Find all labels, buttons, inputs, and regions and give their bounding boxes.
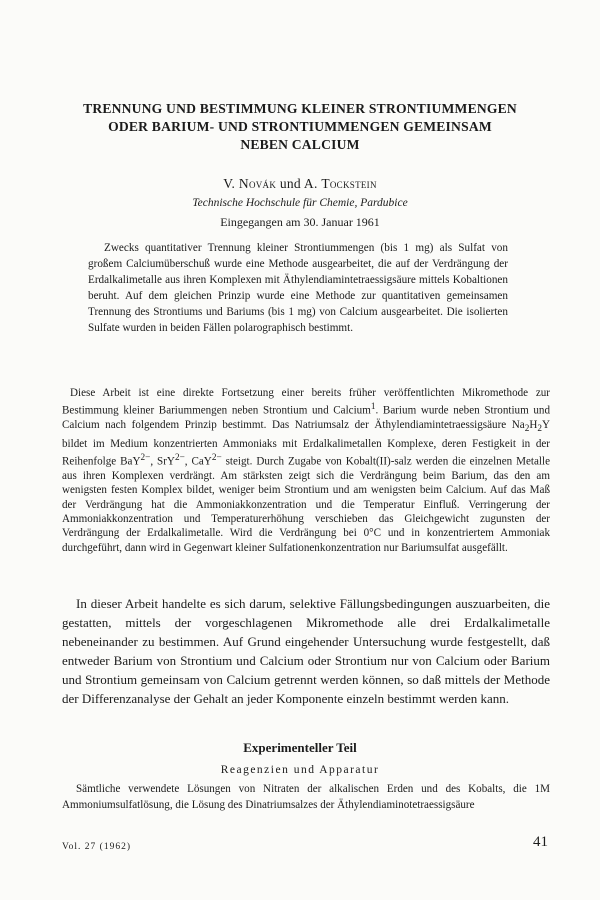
author-2-name: Tockstein bbox=[321, 176, 377, 191]
para1-text-4: Y bildet im Medium konzentrierten Ammoniaks mit Erdalkalimetallen Komplexe, deren Festigkeit in der Reihenfolge BaY bbox=[62, 419, 550, 468]
section-heading: Experimenteller Teil bbox=[243, 740, 357, 755]
paragraph-intro bbox=[62, 386, 550, 555]
title-line-2: ODER BARIUM- UND STRONTIUMMENGEN GEMEINSAM bbox=[108, 119, 492, 134]
article-title bbox=[60, 100, 540, 154]
paragraph-aim: In dieser Arbeit handelte es sich darum, selektive Fällungsbedingungen auszuarbeiten, die gestatten, mittels der vorgeschlagenen Mikromethode alle drei Erdalkalimetalle nebeneinander zu bestimmen. Auf Grund eingehender Untersuchung wurde festgestellt, daß entweder Barium von Strontium und Calcium oder Strontium nur von Calcium oder Barium und Strontium gemeinsam von Calcium getrennt werden können, so daß mittels der Methode der Differenzanalyse der Gehalt an jeder Komponente einzeln bestimmt werden kann. bbox=[62, 596, 550, 706]
para1-text-7: steigt. Durch Zugabe von Kobalt(II)-salz werden die einzelnen Metalle aus ihren Komplexen verdrängt. Am stärksten zeigt sich die Verdrängung beim Barium, das den am wenigsten festen Komplex bildet, weniger beim Strontium und am wenigsten beim Calcium. Auf das Maß der Verdrängung hat die Ammoniakkonzentration und die Temperatur Einfluß. Verringerung der Ammoniakkonzentration und Temperaturerhöhung verschieben das Gleichgewicht zugunsten der Verdrängung der Erdalkalimetalle. Wird die Verdrängung bei 0°C und in konzentriertem Ammoniak durchgeführt, dann wird in Gegenwart kleiner Sulfationenkonzentration nur Bariumsulfat ausgefällt. bbox=[62, 455, 550, 554]
authors-and: und A. bbox=[276, 176, 322, 191]
para1-text-1: Diese Arbeit ist eine direkte Fortsetzung einer bereits früher veröffentlichten Mikromethode zur Bestimmung kleiner Bariummengen neben Strontium und Calcium bbox=[62, 387, 550, 417]
page-number: 41 bbox=[533, 834, 548, 850]
abstract: Zwecks quantitativer Trennung kleiner Strontiummengen (bis 1 mg) als Sulfat von großem Calciumüberschuß wurde eine Methode ausgearbeitet, die auf der Verdrängung der Erdalkalimetalle aus ihren Komplexen mit Äthylendiamintetraessigsäure mittels Kobaltionen beruht. Auf dem gleichen Prinzip wurde eine Methode zur quantitativen gemeinsamen Trennung des Strontiums und Bariums (bis 1 mg) von Calcium ausgearbeitet. Die isolierten Sulfate wurden in beiden Fällen polarographisch bestimmt. bbox=[88, 242, 508, 334]
superscript: 2− bbox=[211, 453, 222, 464]
reference-marker: 1 bbox=[370, 402, 376, 413]
superscript: 2− bbox=[140, 453, 151, 464]
para1-text-6: , CaY bbox=[184, 455, 212, 468]
journal-volume: Vol. 27 (1962) bbox=[62, 842, 131, 852]
superscript: 2− bbox=[174, 453, 185, 464]
affiliation: Technische Hochschule für Chemie, Pardubice bbox=[192, 197, 408, 209]
author-1-name: Novák bbox=[238, 176, 277, 191]
received-date: Eingegangen am 30. Januar 1961 bbox=[220, 215, 380, 229]
subscript: 2 bbox=[524, 424, 530, 435]
paragraph-reagents: Sämtliche verwendete Lösungen von Nitraten der alkalischen Erden und des Kobalts, die 1M Ammoniumsulfatlösung, die Lösung des Dinatriumsalzes der Äthylendiaminotetraessigsäure bbox=[62, 783, 550, 811]
authors bbox=[0, 176, 600, 192]
subsection-heading: Reagenzien und Apparatur bbox=[220, 764, 380, 776]
para1-text-5: , SrY bbox=[150, 455, 175, 468]
title-line-1: TRENNUNG UND BESTIMMUNG KLEINER STRONTIUMMENGEN bbox=[83, 101, 517, 116]
author-1-initial: V. bbox=[223, 176, 239, 191]
title-line-3: NEBEN CALCIUM bbox=[240, 137, 360, 152]
subscript: 2 bbox=[537, 424, 542, 435]
para1-text-3: H bbox=[529, 419, 538, 432]
para1-text-2: . Barium wurde neben Strontium und Calcium nach folgendem Prinzip bestimmt. Das Natriumsalz der Äthylendiamintetraessigsäure Na bbox=[62, 404, 551, 432]
